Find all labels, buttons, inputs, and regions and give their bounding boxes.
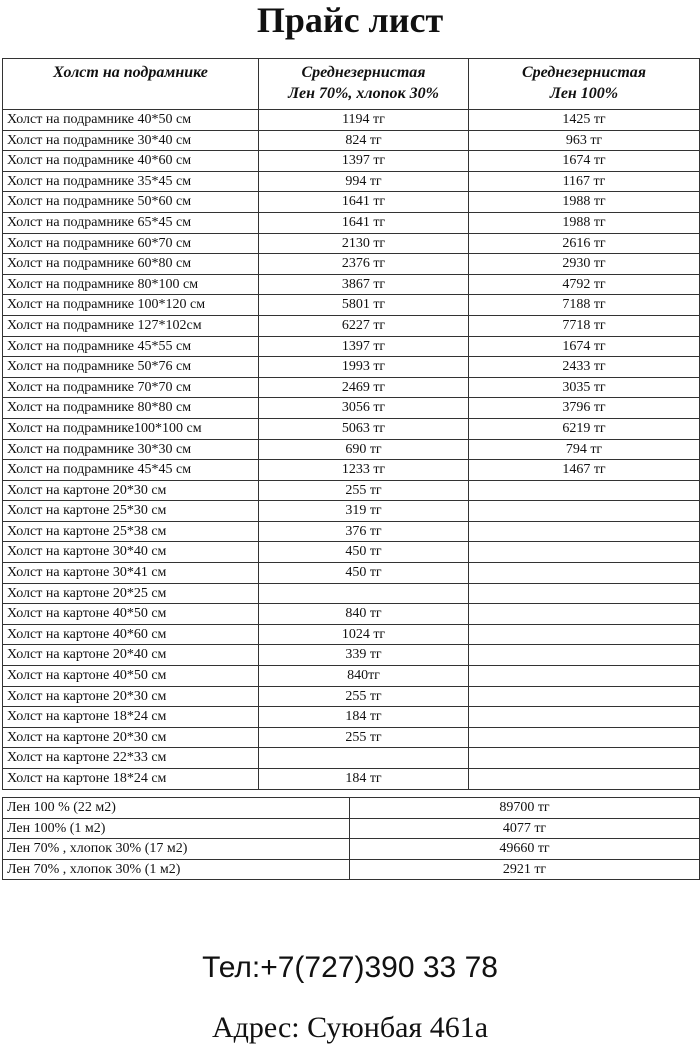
row-name: Холст на подрамнике 80*80 см <box>3 398 259 419</box>
row-price-linen: 6219 тг <box>469 418 700 439</box>
table-row <box>3 192 700 213</box>
row-name: Холст на подрамнике 100*120 см <box>3 295 259 316</box>
row-price-linen: 1425 тг <box>469 110 700 131</box>
address: Адрес: Суюнбая 461а <box>211 1011 489 1044</box>
row-price-linen <box>469 686 700 707</box>
row-name: Холст на картоне 25*30 см <box>3 501 259 522</box>
price-table <box>2 58 700 790</box>
row-name: Холст на картоне 30*40 см <box>3 542 259 563</box>
row-price-linen-cotton: 1993 тг <box>259 357 469 378</box>
row-price-linen <box>469 666 700 687</box>
row-price-linen-cotton <box>259 583 469 604</box>
row-name: Холст на картоне 25*38 см <box>3 521 259 542</box>
table-row <box>3 563 700 584</box>
row-name: Холст на картоне 30*41 см <box>3 563 259 584</box>
table-row <box>3 212 700 233</box>
row-name: Холст на подрамнике 80*100 см <box>3 274 259 295</box>
row-name: Холст на подрамнике 35*45 см <box>3 171 259 192</box>
row-price-linen: 3035 тг <box>469 377 700 398</box>
bulk-price: 4077 тг <box>350 818 700 839</box>
bulk-table-body <box>3 798 700 880</box>
row-name: Холст на подрамнике 70*70 см <box>3 377 259 398</box>
row-price-linen: 1167 тг <box>469 171 700 192</box>
bulk-name: Лен 70% , хлопок 30% (1 м2) <box>3 859 350 880</box>
table-row <box>3 460 700 481</box>
row-name: Холст на картоне 20*40 см <box>3 645 259 666</box>
row-name: Холст на подрамнике 127*102см <box>3 315 259 336</box>
table-row <box>3 274 700 295</box>
table-row <box>3 686 700 707</box>
row-price-linen-cotton: 184 тг <box>259 769 469 790</box>
table-row <box>3 707 700 728</box>
phone-number: Тел:+7(727)390 33 78 <box>202 951 498 984</box>
row-price-linen <box>469 501 700 522</box>
row-price-linen-cotton: 994 тг <box>259 171 469 192</box>
row-name: Холст на подрамнике 30*40 см <box>3 130 259 151</box>
bulk-price: 49660 тг <box>350 839 700 860</box>
row-price-linen-cotton: 824 тг <box>259 130 469 151</box>
row-price-linen: 1674 тг <box>469 151 700 172</box>
table-row <box>3 480 700 501</box>
table-row <box>3 171 700 192</box>
row-price-linen-cotton: 840 тг <box>259 604 469 625</box>
row-price-linen-cotton: 339 тг <box>259 645 469 666</box>
row-price-linen-cotton: 255 тг <box>259 480 469 501</box>
row-price-linen <box>469 748 700 769</box>
row-name: Холст на подрамнике 65*45 см <box>3 212 259 233</box>
row-price-linen <box>469 563 700 584</box>
row-price-linen-cotton: 1397 тг <box>259 336 469 357</box>
bulk-row <box>3 818 700 839</box>
row-price-linen-cotton: 6227 тг <box>259 315 469 336</box>
row-price-linen <box>469 480 700 501</box>
bulk-row <box>3 859 700 880</box>
row-name: Холст на подрамнике 60*70 см <box>3 233 259 254</box>
table-row <box>3 398 700 419</box>
bulk-price: 2921 тг <box>350 859 700 880</box>
row-price-linen <box>469 624 700 645</box>
table-row <box>3 666 700 687</box>
table-row <box>3 254 700 275</box>
bulk-price-table <box>2 797 700 880</box>
table-row <box>3 418 700 439</box>
row-price-linen: 1674 тг <box>469 336 700 357</box>
bulk-name: Лен 100% (1 м2) <box>3 818 350 839</box>
table-row <box>3 377 700 398</box>
row-name: Холст на подрамнике100*100 см <box>3 418 259 439</box>
row-name: Холст на подрамнике 40*60 см <box>3 151 259 172</box>
row-price-linen: 7188 тг <box>469 295 700 316</box>
row-price-linen: 1467 тг <box>469 460 700 481</box>
row-price-linen-cotton <box>259 748 469 769</box>
row-price-linen: 963 тг <box>469 130 700 151</box>
row-name: Холст на картоне 40*50 см <box>3 604 259 625</box>
row-price-linen-cotton: 319 тг <box>259 501 469 522</box>
table-row <box>3 501 700 522</box>
row-price-linen: 2433 тг <box>469 357 700 378</box>
table-row <box>3 542 700 563</box>
row-price-linen-cotton: 2376 тг <box>259 254 469 275</box>
table-row <box>3 233 700 254</box>
row-price-linen-cotton: 450 тг <box>259 542 469 563</box>
row-price-linen: 1988 тг <box>469 192 700 213</box>
bulk-name: Лен 70% , хлопок 30% (17 м2) <box>3 839 350 860</box>
row-price-linen-cotton: 840тг <box>259 666 469 687</box>
row-price-linen-cotton: 184 тг <box>259 707 469 728</box>
table-row <box>3 748 700 769</box>
bulk-row <box>3 798 700 819</box>
row-price-linen-cotton: 450 тг <box>259 563 469 584</box>
table-row <box>3 357 700 378</box>
table-row <box>3 521 700 542</box>
header-linen: Среднезернистая Лен 100% <box>469 59 700 110</box>
row-price-linen: 7718 тг <box>469 315 700 336</box>
row-name: Холст на подрамнике 50*60 см <box>3 192 259 213</box>
row-price-linen-cotton: 1024 тг <box>259 624 469 645</box>
row-price-linen <box>469 645 700 666</box>
row-name: Холст на картоне 20*25 см <box>3 583 259 604</box>
row-price-linen-cotton: 3867 тг <box>259 274 469 295</box>
row-price-linen <box>469 769 700 790</box>
row-price-linen-cotton: 690 тг <box>259 439 469 460</box>
row-name: Холст на картоне 18*24 см <box>3 769 259 790</box>
row-name: Холст на картоне 40*60 см <box>3 624 259 645</box>
row-price-linen: 794 тг <box>469 439 700 460</box>
row-price-linen <box>469 727 700 748</box>
row-price-linen: 4792 тг <box>469 274 700 295</box>
row-price-linen-cotton: 255 тг <box>259 686 469 707</box>
row-name: Холст на подрамнике 45*55 см <box>3 336 259 357</box>
table-row <box>3 151 700 172</box>
row-price-linen-cotton: 1194 тг <box>259 110 469 131</box>
table-row <box>3 336 700 357</box>
row-price-linen <box>469 583 700 604</box>
table-row <box>3 769 700 790</box>
row-name: Холст на подрамнике 45*45 см <box>3 460 259 481</box>
table-row <box>3 110 700 131</box>
row-price-linen <box>469 604 700 625</box>
row-price-linen <box>469 521 700 542</box>
table-header-row <box>3 59 700 110</box>
row-price-linen-cotton: 376 тг <box>259 521 469 542</box>
row-name: Холст на картоне 20*30 см <box>3 686 259 707</box>
row-price-linen <box>469 707 700 728</box>
bulk-row <box>3 839 700 860</box>
header-canvas: Холст на подрамнике <box>3 59 259 110</box>
row-price-linen <box>469 542 700 563</box>
row-price-linen-cotton: 1641 тг <box>259 212 469 233</box>
bulk-price: 89700 тг <box>350 798 700 819</box>
row-name: Холст на картоне 18*24 см <box>3 707 259 728</box>
row-name: Холст на картоне 20*30 см <box>3 480 259 501</box>
table-row <box>3 295 700 316</box>
row-price-linen-cotton: 1641 тг <box>259 192 469 213</box>
row-price-linen-cotton: 5801 тг <box>259 295 469 316</box>
row-price-linen-cotton: 255 тг <box>259 727 469 748</box>
table-row <box>3 583 700 604</box>
bulk-name: Лен 100 % (22 м2) <box>3 798 350 819</box>
row-price-linen: 3796 тг <box>469 398 700 419</box>
row-price-linen: 2930 тг <box>469 254 700 275</box>
table-row <box>3 727 700 748</box>
table-row <box>3 604 700 625</box>
row-name: Холст на подрамнике 50*76 см <box>3 357 259 378</box>
table-row <box>3 439 700 460</box>
table-row <box>3 645 700 666</box>
row-price-linen-cotton: 3056 тг <box>259 398 469 419</box>
row-name: Холст на картоне 40*50 см <box>3 666 259 687</box>
row-name: Холст на картоне 22*33 см <box>3 748 259 769</box>
header-linen-cotton: Среднезернистая Лен 70%, хлопок 30% <box>259 59 469 110</box>
row-name: Холст на подрамнике 30*30 см <box>3 439 259 460</box>
row-price-linen-cotton: 5063 тг <box>259 418 469 439</box>
table-row <box>3 624 700 645</box>
row-price-linen-cotton: 1233 тг <box>259 460 469 481</box>
row-price-linen: 1988 тг <box>469 212 700 233</box>
price-table-body <box>3 110 700 790</box>
page-title: Прайс лист <box>256 0 444 40</box>
row-name: Холст на подрамнике 60*80 см <box>3 254 259 275</box>
row-price-linen-cotton: 2130 тг <box>259 233 469 254</box>
row-price-linen-cotton: 2469 тг <box>259 377 469 398</box>
row-name: Холст на картоне 20*30 см <box>3 727 259 748</box>
table-row <box>3 315 700 336</box>
table-row <box>3 130 700 151</box>
row-name: Холст на подрамнике 40*50 см <box>3 110 259 131</box>
row-price-linen-cotton: 1397 тг <box>259 151 469 172</box>
row-price-linen: 2616 тг <box>469 233 700 254</box>
